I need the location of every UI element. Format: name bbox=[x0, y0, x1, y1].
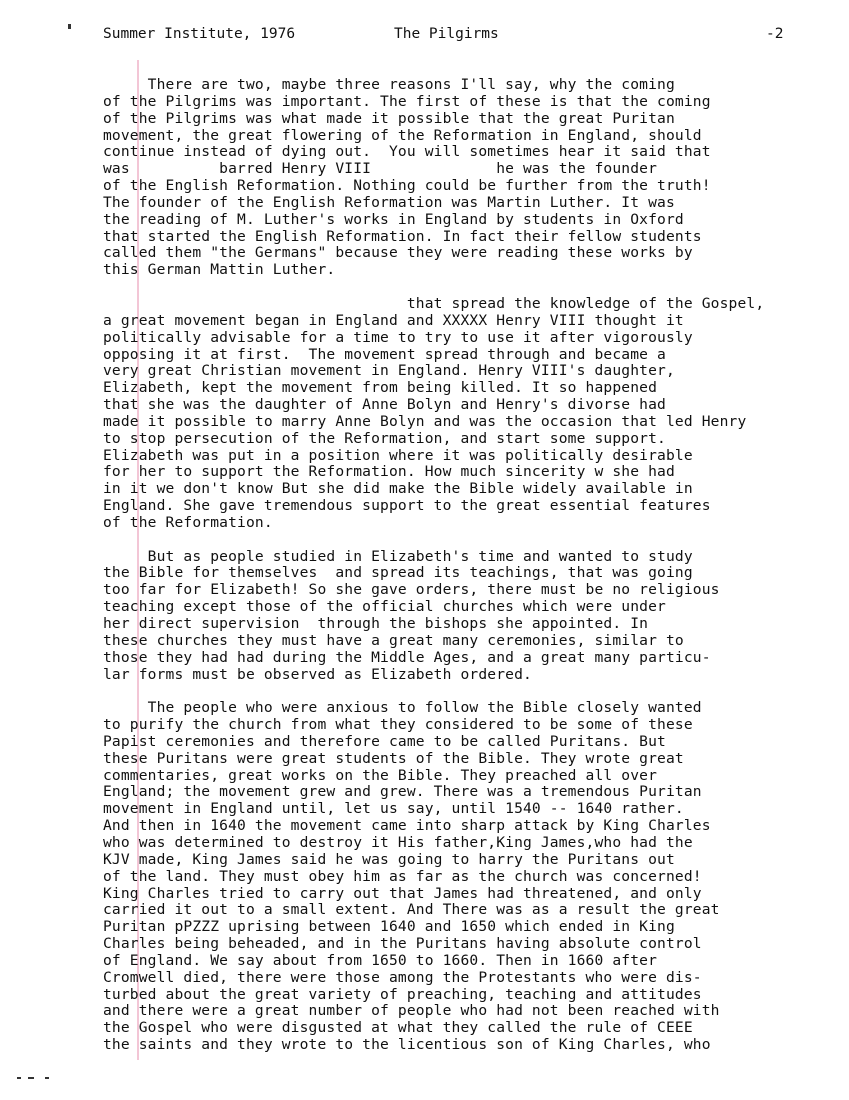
text-line: of the English Reformation. Nothing could be further from the truth! bbox=[103, 177, 711, 195]
text-line: the reading of M. Luther's works in England by students in Oxford bbox=[103, 210, 684, 228]
text-line: England; the movement grew and grew. There was a tremendous Puritan bbox=[103, 783, 702, 801]
text-line: too far for Elizabeth! So she gave orders, there must be no religious bbox=[103, 581, 720, 599]
paragraph bbox=[103, 296, 803, 532]
text-line: politically advisable for a time to try to use it after vigorously bbox=[103, 328, 693, 346]
text-line: the Gospel who were disgusted at what they called the rule of CEEE bbox=[103, 1019, 693, 1037]
scan-speck bbox=[45, 1077, 49, 1079]
text-line: turbed about the great variety of preaching, teaching and attitudes bbox=[103, 985, 702, 1003]
text-line: that spread the knowledge of the Gospel, bbox=[103, 294, 765, 312]
header-page-number: -2 bbox=[766, 26, 784, 42]
text-line: made it possible to marry Anne Bolyn and was the occasion that led Henry bbox=[103, 412, 747, 430]
text-line: carried it out to a small extent. And There was as a result the great bbox=[103, 901, 720, 919]
paragraph-gap bbox=[103, 279, 803, 296]
text-line: to purify the church from what they considered to be some of these bbox=[103, 716, 693, 734]
text-line: her direct supervision through the bishops she appointed. In bbox=[103, 615, 649, 632]
text-line: in it we don't know But she did make the Bible widely available in bbox=[103, 480, 693, 498]
paragraph bbox=[103, 549, 803, 684]
text-line: movement in England until, let us say, until 1540 -- 1640 rather. bbox=[103, 800, 684, 818]
text-line: KJV made, King James said he was going to harry the Puritans out bbox=[103, 850, 675, 868]
text-line: these churches they must have a great many ceremonies, similar to bbox=[103, 631, 684, 649]
text-line: of England. We say about from 1650 to 1660. Then in 1660 after bbox=[103, 951, 658, 969]
text-line: these Puritans were great students of the Bible. They wrote great bbox=[103, 749, 684, 767]
text-line: King Charles tried to carry out that James had threatened, and only bbox=[103, 884, 702, 902]
text-line: and there were a great number of people who had not been reached with bbox=[103, 1002, 720, 1020]
paragraph-gap bbox=[103, 532, 803, 549]
text-line: of the land. They must obey him as far as the church was concerned! bbox=[103, 867, 702, 885]
text-line: movement, the great flowering of the Reformation in England, should bbox=[103, 126, 702, 144]
paragraph bbox=[103, 77, 803, 279]
text-line: The people who were anxious to follow the Bible closely wanted bbox=[103, 699, 702, 717]
text-line: opposing it at first. The movement spread through and became a bbox=[103, 345, 666, 363]
page-header bbox=[103, 24, 787, 44]
text-line: Puritan pPZZZ uprising between 1640 and 1650 which ended in King bbox=[103, 918, 675, 936]
text-line: Charles being beheaded, and in the Puritans having absolute control bbox=[103, 935, 702, 953]
text-line: for her to support the Reformation. How much sincerity w she had bbox=[103, 463, 675, 481]
scan-speck bbox=[68, 24, 71, 29]
text-line: England. She gave tremendous support to the great essential features bbox=[103, 497, 711, 515]
scan-speck bbox=[28, 1077, 34, 1079]
header-title: The Pilgirms bbox=[394, 26, 499, 42]
text-line: that she was the daughter of Anne Bolyn and Henry's divorse had bbox=[103, 396, 666, 414]
text-line: those they had had during the Middle Ages, and a great many particu- bbox=[103, 648, 711, 666]
text-line: lar forms must be observed as Elizabeth ordered. bbox=[103, 665, 532, 683]
text-line: this German Mattin Luther. bbox=[103, 261, 336, 279]
text-line: Elizabeth, kept the movement from being killed. It so happened bbox=[103, 379, 658, 397]
text-line: teaching except those of the official churches which were under bbox=[103, 598, 666, 616]
header-institute: Summer Institute, 1976 bbox=[103, 26, 296, 42]
text-line: of the Pilgrims was important. The first of these is that the coming bbox=[103, 92, 711, 110]
text-line: But as people studied in Elizabeth's time and wanted to study bbox=[103, 547, 693, 565]
text-line: that started the English Reformation. In fact their fellow students bbox=[103, 227, 702, 245]
text-line: The founder of the English Reformation was Martin Luther. It was bbox=[103, 193, 675, 211]
text-line: commentaries, great works on the Bible. They preached all over bbox=[103, 766, 658, 784]
text-line: And then in 1640 the movement came into sharp attack by King Charles bbox=[103, 817, 711, 835]
text-line: the Bible for themselves and spread its teachings, that was going bbox=[103, 564, 693, 582]
text-line: of the Reformation. bbox=[103, 513, 273, 531]
text-line: the saints and they wrote to the licentious son of King Charles, who bbox=[103, 1036, 711, 1054]
text-line: a great movement began in England and XXXXX Henry VIII thought it bbox=[103, 311, 684, 329]
scan-speck bbox=[17, 1077, 21, 1079]
paragraph-gap bbox=[103, 683, 803, 700]
paragraph bbox=[103, 700, 803, 1054]
document-body bbox=[103, 77, 803, 1054]
text-line: continue instead of dying out. You will sometimes hear it said that bbox=[103, 143, 711, 161]
text-line: called them "the Germans" because they were reading these works by bbox=[103, 244, 693, 262]
text-line: was barred Henry VIII he was the founder bbox=[103, 160, 658, 178]
text-line: very great Christian movement in England. Henry VIII's daughter, bbox=[103, 362, 675, 380]
text-line: who was determined to destroy it His father,King James,who had the bbox=[103, 833, 693, 851]
text-line: to stop persecution of the Reformation, and start some support. bbox=[103, 429, 666, 447]
text-line: Papist ceremonies and therefore came to be called Puritans. But bbox=[103, 732, 666, 750]
text-line: Elizabeth was put in a position where it was politically desirable bbox=[103, 446, 693, 464]
text-line: of the Pilgrims was what made it possible that the great Puritan bbox=[103, 109, 675, 127]
text-line: Cromwell died, there were those among the Protestants who were dis- bbox=[103, 968, 702, 986]
text-line: There are two, maybe three reasons I'll say, why the coming bbox=[103, 76, 675, 93]
